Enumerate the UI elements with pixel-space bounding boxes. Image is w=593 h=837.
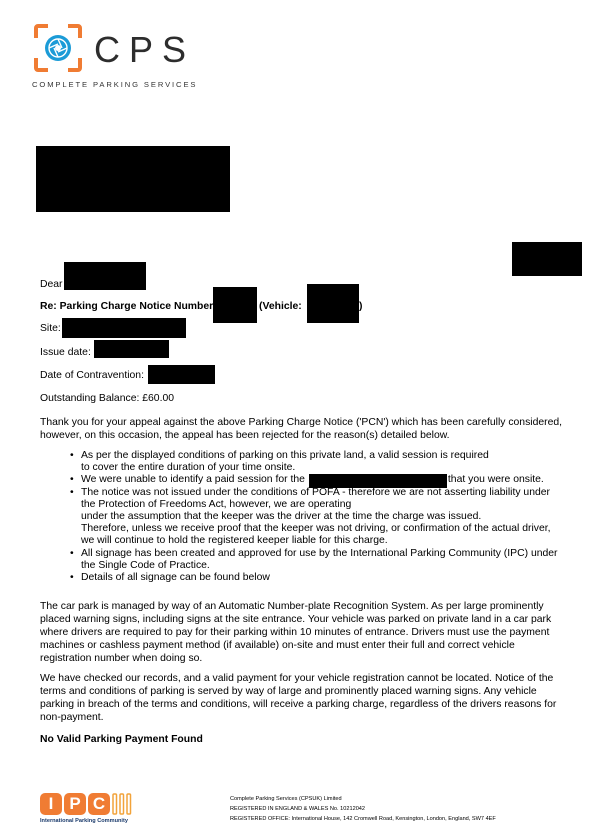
footer-registered: REGISTERED IN ENGLAND & WALES No. 10212042 — [230, 806, 366, 812]
intro-paragraph: Thank you for your appeal against the above Parking Charge Notice ('PCN') which has been carefully considered, however, on this occasion, the appeal has been rejected for the reason(s) detailed below. — [40, 417, 563, 441]
re-pcn-label: Re: Parking Charge Notice Number — [40, 301, 214, 312]
redacted-date — [512, 242, 582, 276]
anpr-paragraph: The car park is managed by way of an Automatic Number-plate Recognition System. As per large prominently placed warning signs, including signs at the site entrance. Your vehicle was parked on private land in a car park where drivers are required to pay for their parking within 10 minutes of entrance. Drivers must use the payment machines or cashless payment method (if available) on-site and must enter their full and correct vehicle registration number when doing so. — [40, 601, 552, 664]
list-item: • We were unable to identify a paid session for the that you were onsite. — [68, 474, 568, 486]
list-item: • All signage has been created and approved for use by the International Parking Community (IPC) under the Single Code of Practice. — [68, 548, 568, 572]
ipc-stripes-icon — [112, 793, 132, 815]
redacted-site-name — [62, 318, 186, 338]
redacted-issue-date — [94, 340, 169, 358]
cps-logo — [30, 22, 198, 92]
list-item: • As per the displayed conditions of parking on this private land, a valid session is required to cover the entire duration of your time onsite. — [68, 450, 568, 474]
contravention-date-label: Date of Contravention: — [40, 370, 144, 381]
rejection-reasons-list — [68, 450, 568, 584]
ipc-letter-c: C — [88, 793, 110, 815]
ipc-letter-p: P — [64, 793, 86, 815]
ipc-logo — [40, 793, 140, 829]
ipc-letter-i: I — [40, 793, 62, 815]
site-label: Site: — [40, 323, 61, 334]
footer-company: Complete Parking Services (CPSUK) Limited — [230, 796, 342, 802]
logo-wordmark: CPS — [94, 29, 196, 70]
logo-tagline: COMPLETE PARKING SERVICES — [32, 80, 198, 89]
list-item: • Details of all signage can be found below — [68, 572, 568, 584]
salutation: Dear — [40, 279, 63, 290]
ipc-name: International Parking Community — [40, 818, 128, 824]
conclusion-heading: No Valid Parking Payment Found — [40, 734, 203, 745]
footer-office: REGISTERED OFFICE: International House, 142 Cromwell Road, Kensington, London, England, SW7 4EF — [230, 816, 496, 822]
list-item: • The notice was not issued under the conditions of POFA - therefore we are not asserting liability under the Protection of Freedoms Act, however, we are operating under the assumption that the keeper was the driver at the time the charge was issued. Therefore, unless we receive proof that the keeper was not driving, or confirmation of the actual driver, we will continue to hold the registered keeper liable for this charge. — [68, 487, 568, 548]
outstanding-balance: Outstanding Balance: £60.00 — [40, 393, 175, 404]
camera-aperture-icon — [32, 22, 84, 74]
redacted-recipient-name — [64, 262, 146, 290]
re-vehicle-label: (Vehicle: — [259, 301, 302, 312]
issue-date-label: Issue date: — [40, 347, 91, 358]
redacted-pcn-number — [213, 287, 257, 323]
re-vehicle-close: ) — [359, 301, 363, 312]
redacted-vehicle-reg — [307, 284, 359, 323]
redacted-contravention-date — [148, 365, 215, 384]
redacted-recipient-address — [36, 146, 230, 212]
records-paragraph: We have checked our records, and a valid payment for your vehicle registration cannot be located. Notice of the terms and conditions of parking is served by way of large and prominently placed warning signs. Any vehicle parking in breach of the terms and conditions, will receive a parking charge, regardless of the drivers reasons for non-payment. — [40, 673, 557, 723]
